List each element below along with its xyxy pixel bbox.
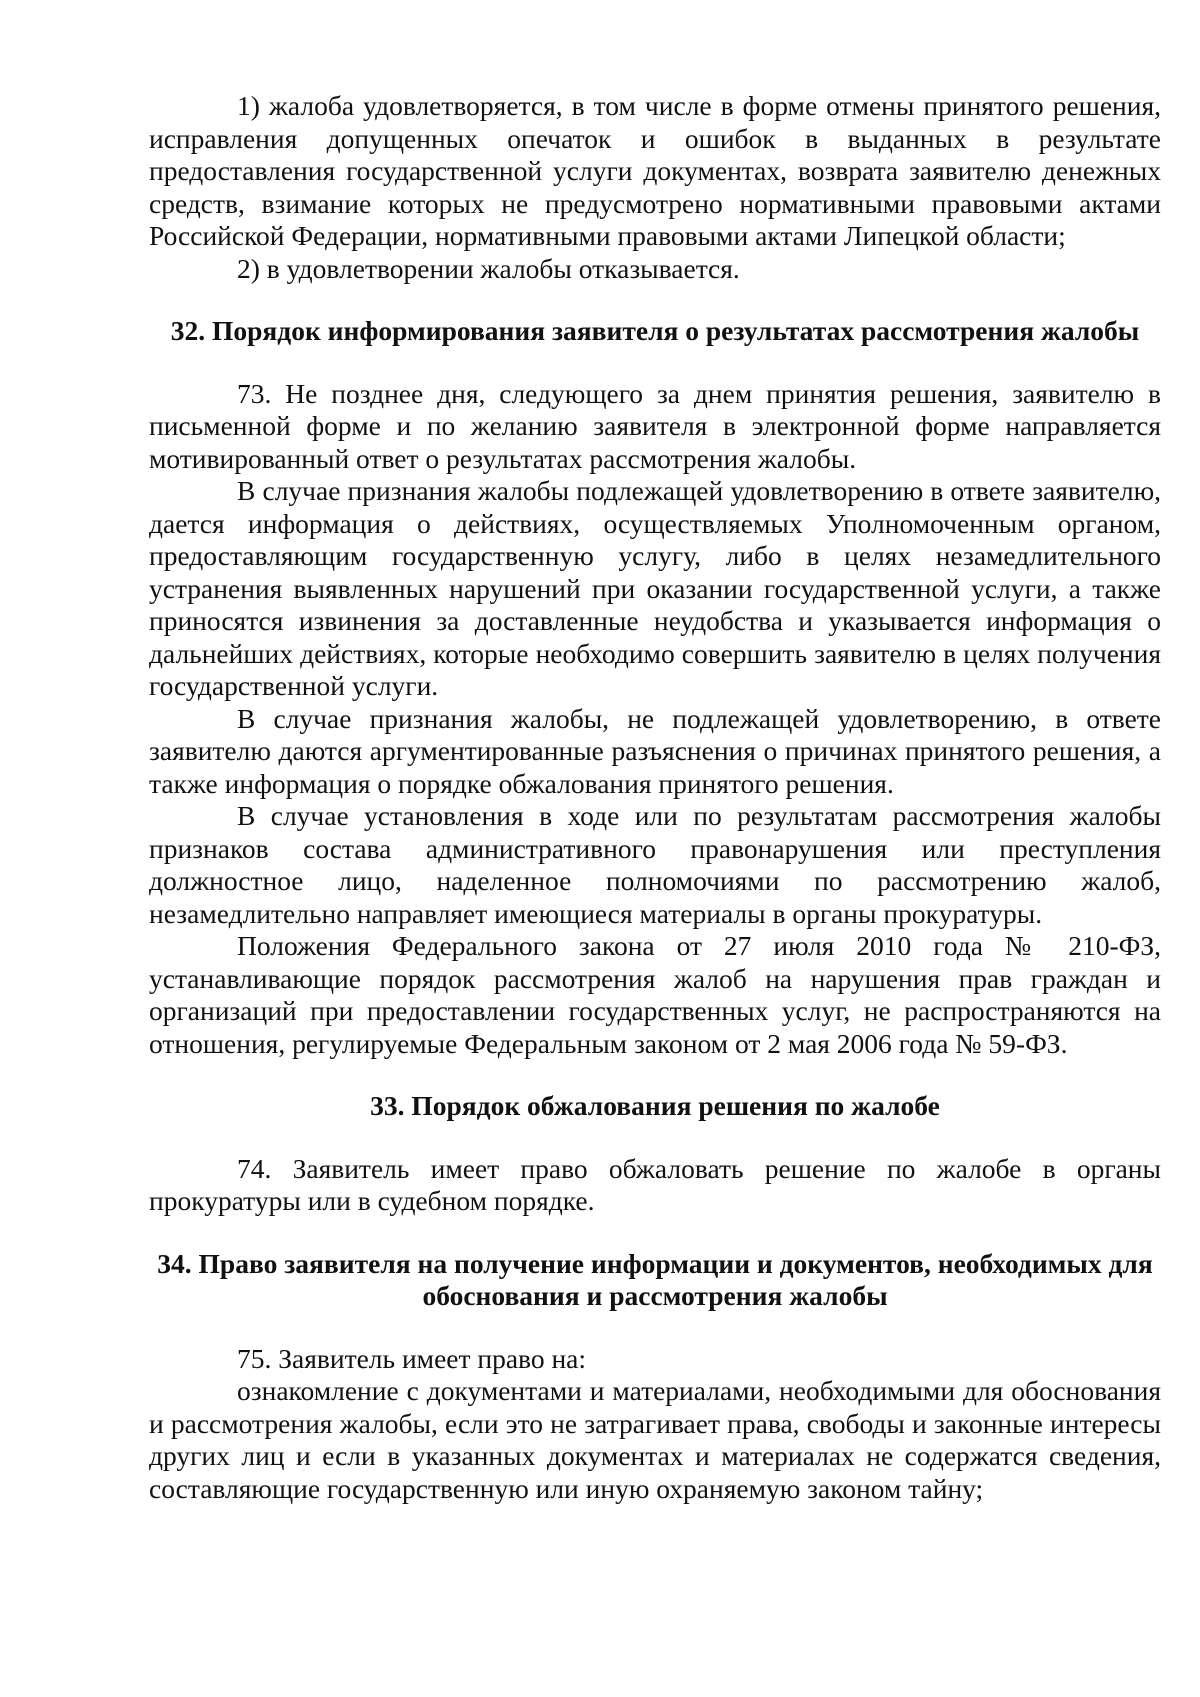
paragraph-74: 74. Заявитель имеет право обжаловать решение по жалобе в органы прокуратуры или в судебном порядке. xyxy=(149,1152,1161,1216)
paragraph-satisfied-case: В случае признания жалобы подлежащей удовлетворению в ответе заявителю, дается информация о действиях, осуществляемых Уполномоченным органом, предоставляющим государственную услугу, либо в целях незамедлительного устранения выявленных нарушений при оказании государственной услуги, а также приносятся извинения за доставленные неудобства и указывается информация о дальнейших действиях, которые необходимо совершить заявителю в целях получения государственной услуги. xyxy=(149,475,1161,701)
document-page xyxy=(149,90,1161,1505)
paragraph-rejected-case: В случае признания жалобы, не подлежащей удовлетворению, в ответе заявителю даются аргументированные разъяснения о причинах принятого решения, а также информация о порядке обжалования принятого решения. xyxy=(149,702,1161,799)
paragraph-familiarization: ознакомление с документами и материалами, необходимыми для обоснования и рассмотрения жалобы, если это не затрагивает права, свободы и законные интересы других лиц и если в указанных документах и материалах не содержатся сведения, составляющие государственную или иную охраняемую законом тайну; xyxy=(149,1375,1161,1504)
section-34-heading: 34. Право заявителя на получение информации и документов, необходимых для обоснования и рассмотрения жалобы xyxy=(157,1247,1153,1311)
paragraph-violation-case: В случае установления в ходе или по результатам рассмотрения жалобы признаков состава административного правонарушения или преступления должностное лицо, наделенное полномочиями по рассмотрению жалоб, незамедлительно направляет имеющиеся материалы в органы прокуратуры. xyxy=(149,800,1161,929)
paragraph-item-2: 2) в удовлетворении жалобы отказывается. xyxy=(237,252,740,284)
section-32-heading: 32. Порядок информирования заявителя о результатах рассмотрения жалобы xyxy=(170,315,1140,346)
section-33-heading: 33. Порядок обжалования решения по жалобе xyxy=(370,1090,940,1121)
paragraph-federal-law: Положения Федерального закона от 27 июля 2010 года № 210-ФЗ, устанавливающие порядок рассмотрения жалоб на нарушения прав граждан и организаций при предоставлении государственных услуг, не распространяются на отношения, регулируемые Федеральным законом от 2 мая 2006 года № 59-ФЗ. xyxy=(149,930,1161,1059)
paragraph-item-1: 1) жалоба удовлетворяется, в том числе в форме отмены принятого решения, исправления допущенных опечаток и ошибок в выданных в результате предоставления государственной услуги документах, возврата заявителю денежных средств, взимание которых не предусмотрено нормативными правовыми актами Российской Федерации, нормативными правовыми актами Липецкой области; xyxy=(149,90,1161,251)
paragraph-75: 75. Заявитель имеет право на: xyxy=(237,1342,587,1374)
paragraph-73: 73. Не позднее дня, следующего за днем принятия решения, заявителю в письменной форме и по желанию заявителя в электронной форме направляется мотивированный ответ о результатах рассмотрения жалобы. xyxy=(149,377,1161,474)
